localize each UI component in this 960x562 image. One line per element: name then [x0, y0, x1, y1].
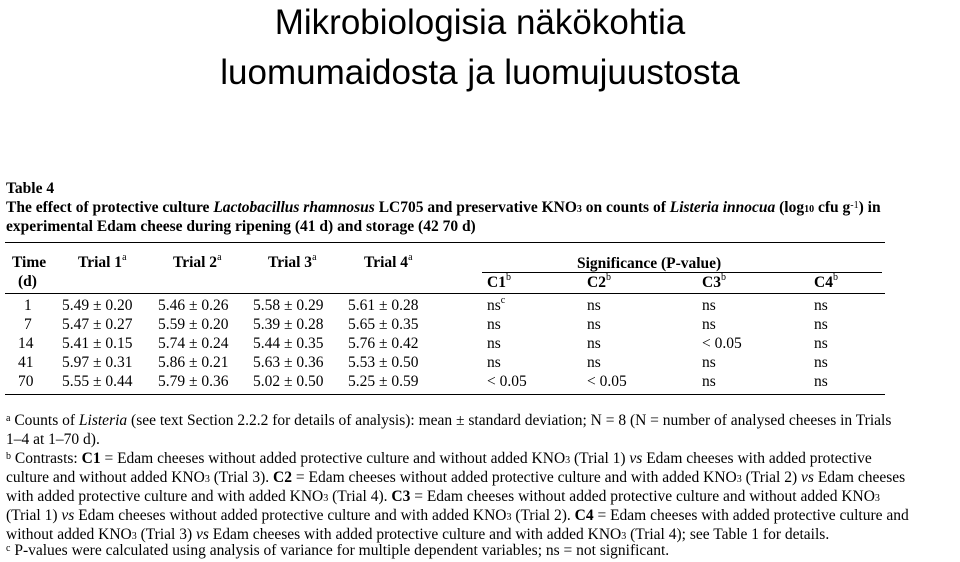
table-label: Table 4 — [6, 180, 55, 197]
caption-line2: experimental Edam cheese during ripening (41 d) and storage (42 70 d) — [6, 218, 476, 235]
cell-trial2: 5.59 ± 0.20 — [158, 316, 229, 333]
cell-c1: ns — [487, 335, 501, 352]
cell-trial1: 5.41 ± 0.15 — [62, 335, 133, 352]
cell-c2: ns — [587, 297, 601, 314]
cell-c2: ns — [587, 335, 601, 352]
cell-c4: ns — [814, 373, 828, 390]
cell-time: 41 — [18, 354, 34, 371]
cell-trial1: 5.49 ± 0.20 — [62, 297, 133, 314]
cell-c3: ns — [702, 373, 716, 390]
cell-trial1: 5.97 ± 0.31 — [62, 354, 133, 371]
caption-line1: The effect of protective culture Lactobacillus rhamnosus LC705 and preservative $KNO_3$ on counts of Listeria innocua ($\log_{10}$ cfu $g^{-1}$) in — [6, 199, 881, 216]
organism-listeria: Listeria innocua — [669, 199, 776, 216]
cell-trial3: 5.39 ± 0.28 — [253, 316, 324, 333]
cell-c2: < 0.05 — [587, 373, 627, 390]
cell-trial4: 5.25 ± 0.59 — [348, 373, 419, 390]
cell-trial2: 5.79 ± 0.36 — [158, 373, 229, 390]
cell-c2: ns — [587, 316, 601, 333]
header-c4: C4$^b$ — [814, 272, 838, 291]
cell-trial4: 5.53 ± 0.50 — [348, 354, 419, 371]
cell-time: 14 — [18, 335, 34, 352]
header-time: Time — [12, 254, 47, 271]
header-trial4: Trial 4$^a$ — [364, 252, 413, 271]
slide-title-line2: luomumaidosta ja luomujuustosta — [220, 53, 740, 92]
cell-c1: ns — [487, 316, 501, 333]
cell-c3: ns — [702, 316, 716, 333]
cell-trial4: 5.61 ± 0.28 — [348, 297, 419, 314]
footnote-c: $^c$ P-values were calculated using analysis of variance for multiple dependent variables; ns = not significant. — [6, 542, 670, 559]
cell-time: 7 — [24, 316, 32, 333]
cell-c3: ns — [702, 297, 716, 314]
cell-c4: ns — [814, 354, 828, 371]
cell-c4: ns — [814, 335, 828, 352]
header-significance: Significance (P-value) — [577, 255, 722, 272]
cell-c1: $ns^c$ — [487, 295, 506, 314]
footnote-b: $^b$ Contrasts: C1 = Edam cheeses without added protective culture and without added $KNO_3$ (Trial 1) vs Edam cheeses with added protective culture and without added $KNO_3$ (Trial 3). C2 = Edam cheeses without added protective culture and with added $KNO_3$ (Trial 2) vs Edam cheeses with added protective culture and with added $KNO_3$ (Trial 4). C3 = Edam cheeses without added protective culture and without added $KNO_3$ (Trial 1) vs Edam cheeses without added protective culture and with added $KNO_3$ (Trial 2). C4 = Edam cheeses with added protective culture and without added $KNO_3$ (Trial 3) vs Edam cheeses with added protective culture and with added $KNO_3$ (Trial 4); see Table 1 for details. — [6, 450, 909, 543]
cell-time: 70 — [18, 373, 34, 390]
cell-c3: ns — [702, 354, 716, 371]
header-c3: C3$^b$ — [702, 272, 726, 291]
cell-trial2: 5.46 ± 0.26 — [158, 297, 229, 314]
cell-trial4: 5.65 ± 0.35 — [348, 316, 419, 333]
cell-trial4: 5.76 ± 0.42 — [348, 335, 419, 352]
footnote-a: $^a$ Counts of Listeria (see text Section 2.2.2 for details of analysis): mean ± standard deviation; N = 8 (N = number of analysed cheeses in Trials 1–4 at 1–70 d). — [6, 412, 892, 448]
header-trial3: Trial 3$^a$ — [268, 252, 317, 271]
cell-trial1: 5.55 ± 0.44 — [62, 373, 133, 390]
table-bottom-rule — [5, 394, 885, 395]
cell-trial3: 5.58 ± 0.29 — [253, 297, 324, 314]
cell-c1: ns — [487, 354, 501, 371]
cell-c3: < 0.05 — [702, 335, 742, 352]
cell-c4: ns — [814, 297, 828, 314]
header-trial1: Trial 1$^a$ — [78, 252, 127, 271]
cell-trial3: 5.44 ± 0.35 — [253, 335, 324, 352]
cell-trial1: 5.47 ± 0.27 — [62, 316, 133, 333]
header-bottom-rule — [5, 293, 885, 294]
header-trial2: Trial 2$^a$ — [173, 252, 222, 271]
cell-c4: ns — [814, 316, 828, 333]
cell-trial3: 5.02 ± 0.50 — [253, 373, 324, 390]
header-c2: C2$^b$ — [587, 272, 611, 291]
significance-underline — [482, 272, 882, 273]
cell-c1: < 0.05 — [487, 373, 527, 390]
header-days: (d) — [18, 273, 37, 290]
cell-trial3: 5.63 ± 0.36 — [253, 354, 324, 371]
cell-trial2: 5.86 ± 0.21 — [158, 354, 229, 371]
slide-title-line1: Mikrobiologisia näkökohtia — [274, 3, 686, 42]
cell-c2: ns — [587, 354, 601, 371]
cell-time: 1 — [24, 297, 32, 314]
header-c1: C1$^b$ — [487, 272, 511, 291]
organism-lactobacillus: Lactobacillus rhamnosus — [213, 199, 375, 216]
cell-trial2: 5.74 ± 0.24 — [158, 335, 229, 352]
